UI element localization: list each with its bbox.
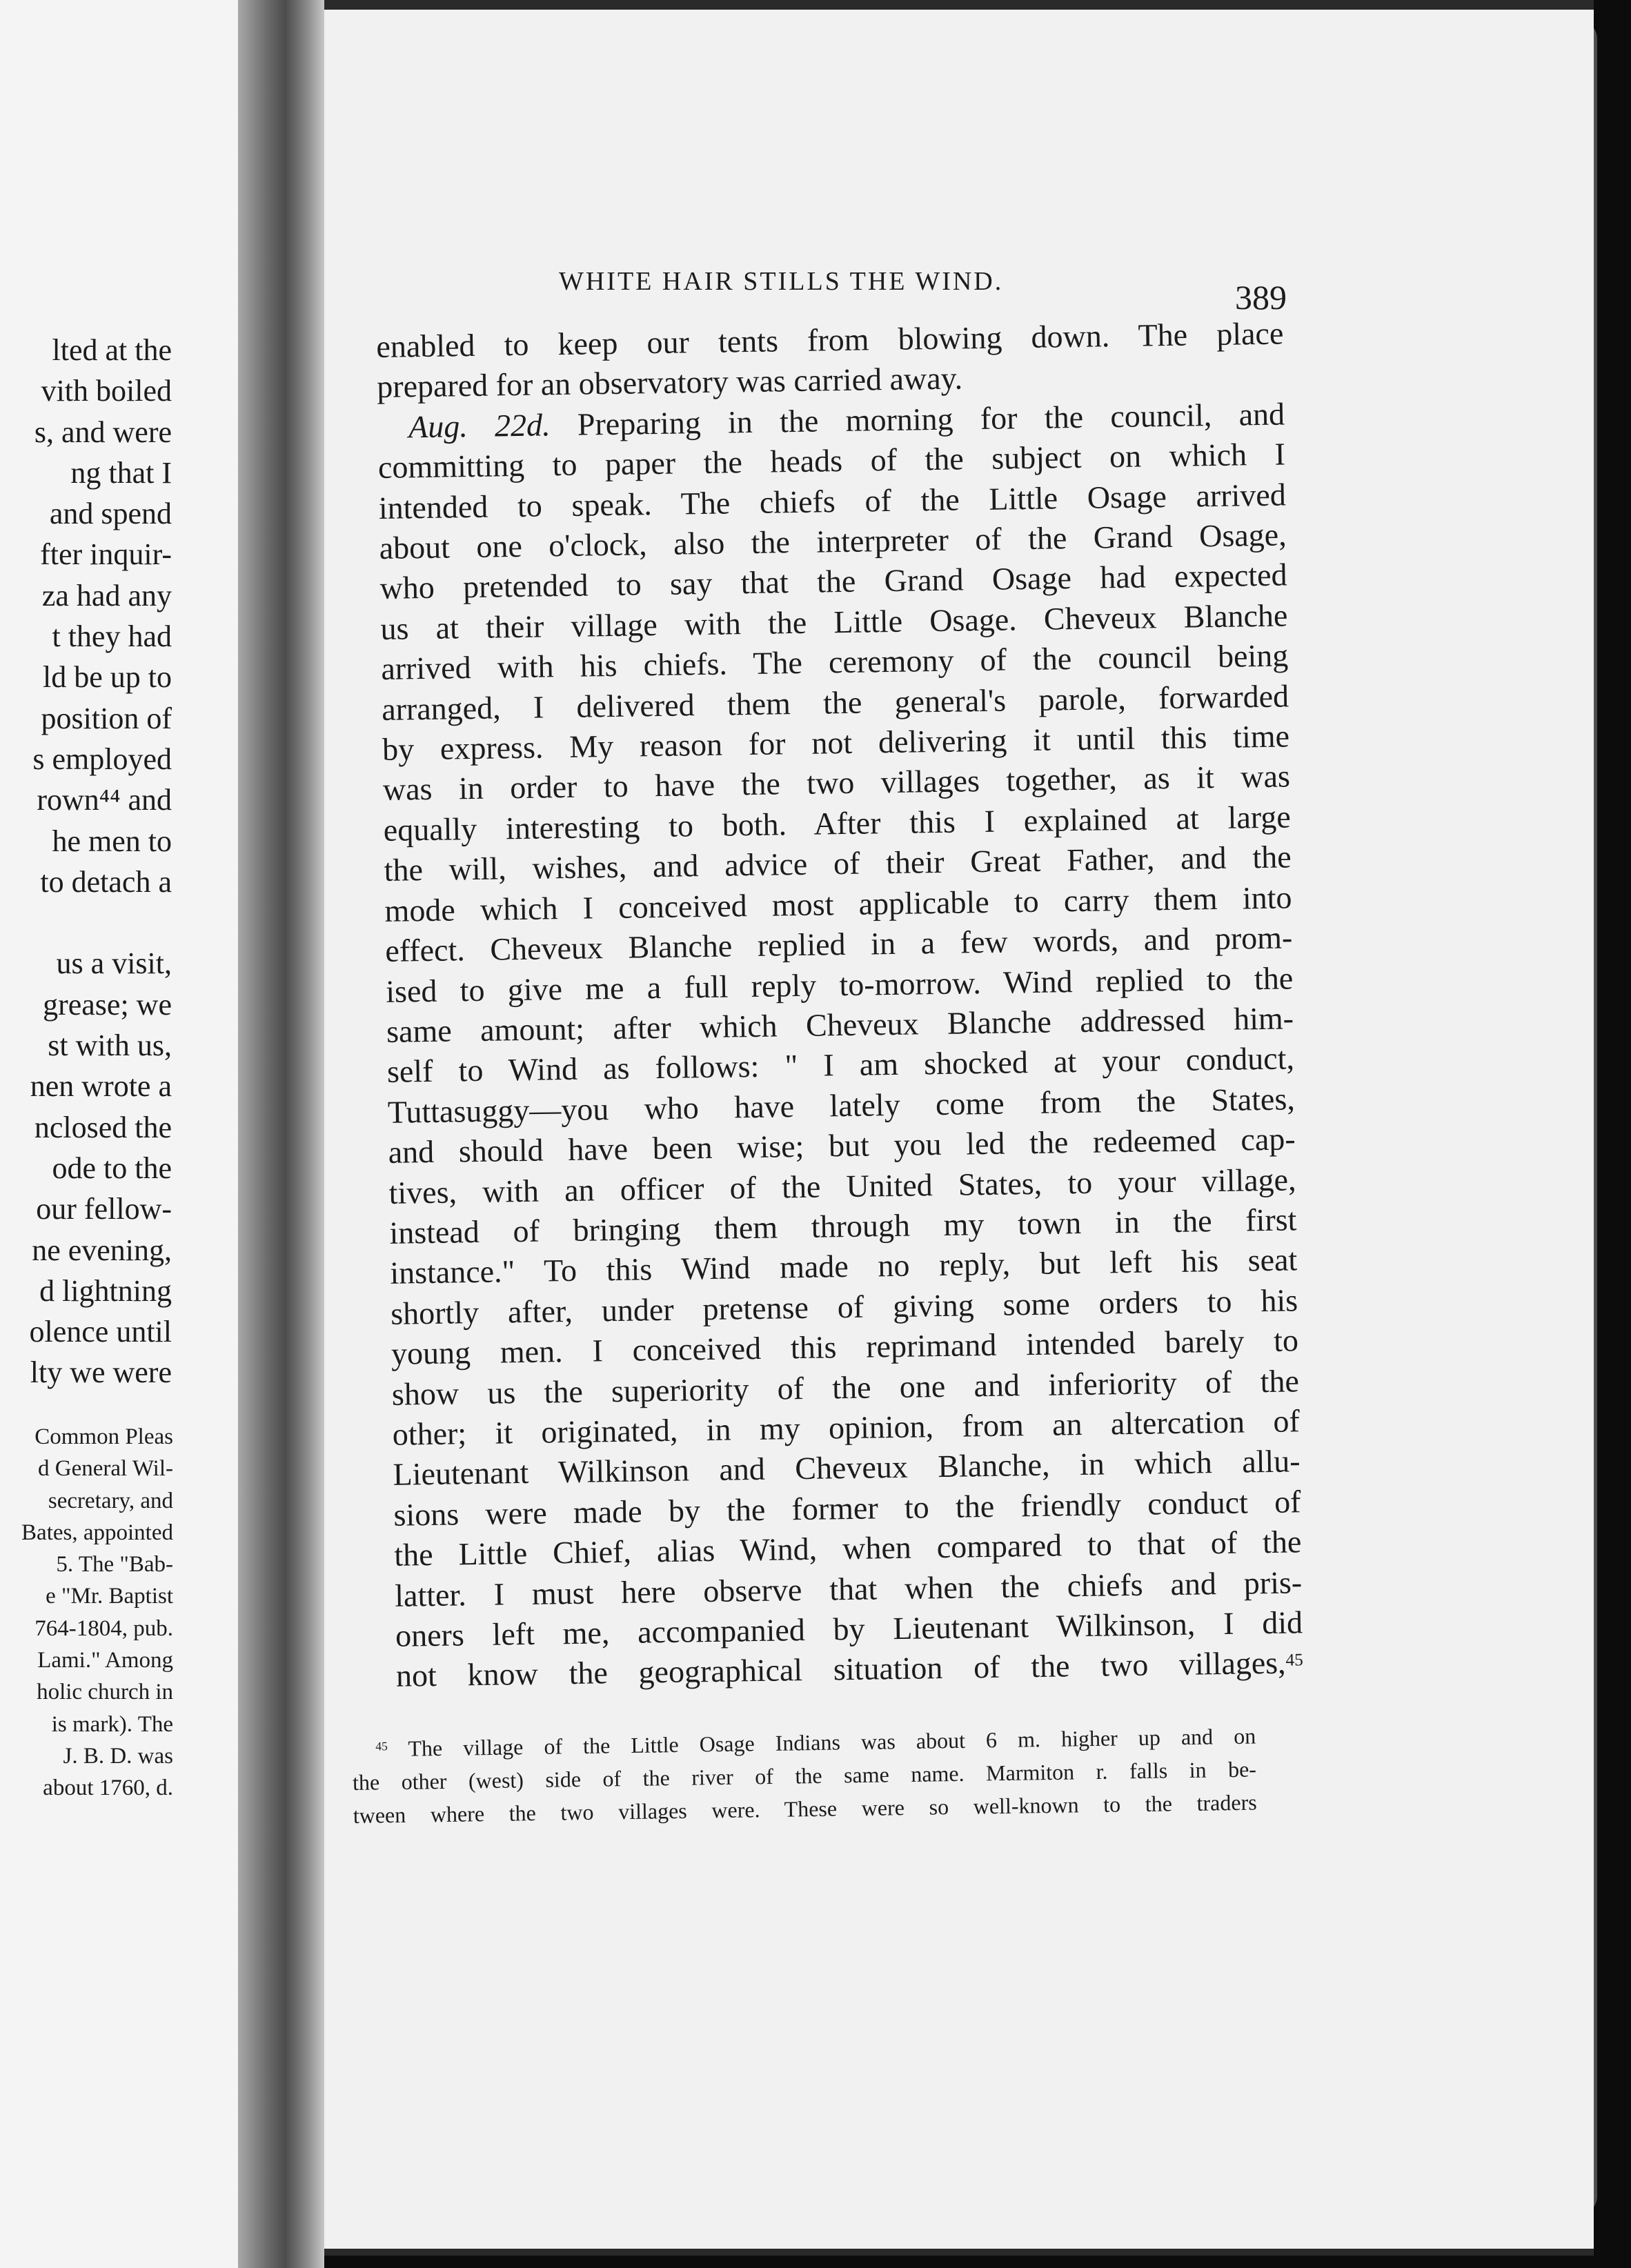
page-number: 389 <box>1235 278 1287 317</box>
left-page-footnote <box>21 1421 173 1804</box>
left-page-line: nclosed the <box>34 1110 172 1144</box>
left-page-line: grease; we <box>43 987 172 1022</box>
body-line: intended to speak. The chiefs of the Little Osage arrived <box>378 477 1287 526</box>
running-head: WHITE HAIR STILLS THE WIND. <box>559 267 1004 296</box>
body-line: sions were made by the former to the friendly conduct of <box>393 1484 1301 1533</box>
body-line: equally interesting to both. After this I explained at large <box>383 799 1292 848</box>
body-line: instead of bringing them through my town in the first <box>389 1202 1297 1251</box>
left-footnote-line: about 1760, d. <box>43 1775 173 1801</box>
body-line: the Little Chief, alias Wind, when compared to that of the <box>394 1524 1302 1573</box>
body-text <box>376 313 1303 1696</box>
left-page-line: our fellow- <box>36 1192 172 1226</box>
left-page-line: st with us, <box>48 1028 172 1063</box>
left-footnote-line: 5. The "Bab- <box>56 1552 173 1578</box>
left-page <box>0 0 238 2268</box>
left-footnote-line: Lami." Among <box>37 1648 173 1673</box>
left-footnote-line: is mark). The <box>51 1711 173 1737</box>
body-line: other; it originated, in my opinion, from an altercation of <box>392 1403 1301 1452</box>
left-footnote-line: 764-1804, pub. <box>34 1615 173 1641</box>
body-line: arranged, I delivered them the general's parole, forwarded <box>381 678 1289 727</box>
left-page-line: za had any <box>41 578 172 613</box>
left-page-line: rown⁴⁴ and <box>37 783 172 817</box>
footnote-number: 45 <box>375 1739 388 1753</box>
left-page-line <box>30 902 172 943</box>
footnote-line: tween where the two villages were. These were so well-known to the traders <box>353 1789 1257 1828</box>
left-page-line: nen wrote a <box>30 1069 172 1104</box>
body-line: who pretended to say that the Grand Osage had expected <box>379 557 1287 606</box>
date-label: Aug. 22d. <box>408 407 551 445</box>
body-line-text: Preparing in the morning for the council, and <box>550 396 1285 443</box>
left-page-line: us a visit, <box>56 946 172 981</box>
body-line: was in order to have the two villages together, as it was <box>382 758 1291 808</box>
body-line: enabled to keep our tents from blowing down. The place <box>376 315 1284 364</box>
left-page-text <box>30 330 172 1393</box>
left-page-line: fter inquir- <box>40 537 172 572</box>
body-line: show us the superiority of the one and inferiority of the <box>391 1362 1300 1412</box>
book-gutter <box>238 0 324 2268</box>
body-line: effect. Cheveux Blanche replied in a few words, and prom- <box>385 919 1293 968</box>
body-line: arrived with his chiefs. The ceremony of the council being <box>380 637 1289 687</box>
left-page-line: t they had <box>52 619 172 654</box>
left-page-line: and spend <box>49 497 172 531</box>
body-line: prepared for an observatory was carried away. <box>376 360 963 405</box>
footnote-reference: 45 <box>1285 1650 1304 1671</box>
left-page-line: lted at the <box>52 333 172 367</box>
left-footnote-line: secretary, and <box>48 1488 173 1513</box>
left-page-line: ng that I <box>70 455 172 490</box>
body-line: and should have been wise; but you led the redeemed cap- <box>388 1121 1296 1170</box>
body-line: about one o'clock, also the interpreter of the Grand Osage, <box>379 517 1287 566</box>
left-page-line: to detach a <box>40 864 172 899</box>
body-line: ised to give me a full reply to-morrow. Wind replied to the <box>385 959 1294 1009</box>
body-line: latter. I must here observe that when the chiefs and pris- <box>394 1564 1303 1613</box>
body-line: shortly after, under pretense of giving some orders to his <box>390 1282 1298 1331</box>
left-page-line: olence until <box>29 1315 172 1349</box>
left-page-line: ne evening, <box>32 1233 172 1267</box>
left-footnote-line: Bates, appointed <box>21 1520 173 1545</box>
left-page-line: ode to the <box>52 1151 172 1185</box>
left-footnote-line: J. B. D. was <box>63 1743 173 1769</box>
left-page-line: ld be up to <box>43 660 172 695</box>
left-footnote-line: e "Mr. Baptist <box>46 1584 173 1609</box>
body-line: Lieutenant Wilkinson and Cheveux Blanche, in which allu- <box>393 1443 1301 1493</box>
footnote-line: the other (west) side of the river of the same name. Marmiton r. falls in be- <box>352 1756 1257 1795</box>
footnote <box>352 1720 1257 1832</box>
body-line: Tuttasuggy—you who have lately come from the States, <box>387 1081 1296 1130</box>
body-line: oners left me, accompanied by Lieutenant Wilkinson, I did <box>395 1604 1303 1653</box>
left-footnote-line: holic church in <box>37 1680 173 1705</box>
body-line: committing to paper the heads of the subject on which I <box>377 436 1286 486</box>
left-footnote-line: Common Pleas <box>34 1424 173 1449</box>
left-page-line: s employed <box>32 742 172 776</box>
body-line: same amount; after which Cheveux Blanche addressed him- <box>386 1000 1294 1049</box>
footnote-line-text: The village of the Little Osage Indians was about 6 m. higher up and on <box>387 1723 1256 1762</box>
left-page-line: d lightning <box>39 1273 172 1308</box>
body-line: us at their village with the Little Osage. Cheveux Blanche <box>380 597 1288 646</box>
body-line: the will, wishes, and advice of their Great Father, and the <box>384 839 1292 888</box>
left-page-line: he men to <box>52 824 172 858</box>
body-line: tives, with an officer of the United States, to your village, <box>388 1161 1296 1211</box>
left-page-line: position of <box>41 701 172 735</box>
body-line: self to Wind as follows: " I am shocked at your conduct, <box>386 1040 1295 1090</box>
body-line: by express. My reason for not delivering it until this time <box>382 718 1290 767</box>
left-footnote-line: d General Wil- <box>38 1456 173 1482</box>
body-line: mode which I conceived most applicable to carry them into <box>384 879 1292 928</box>
left-page-line: lty we were <box>30 1355 172 1390</box>
left-page-line: vith boiled <box>41 374 172 408</box>
body-line: instance." To this Wind made no reply, but left his seat <box>389 1242 1298 1291</box>
body-line: young men. I conceived this reprimand intended barely to <box>391 1322 1299 1371</box>
body-line-text: not know the geographical situation of the two villages, <box>395 1645 1286 1694</box>
left-page-line: s, and were <box>34 415 172 449</box>
